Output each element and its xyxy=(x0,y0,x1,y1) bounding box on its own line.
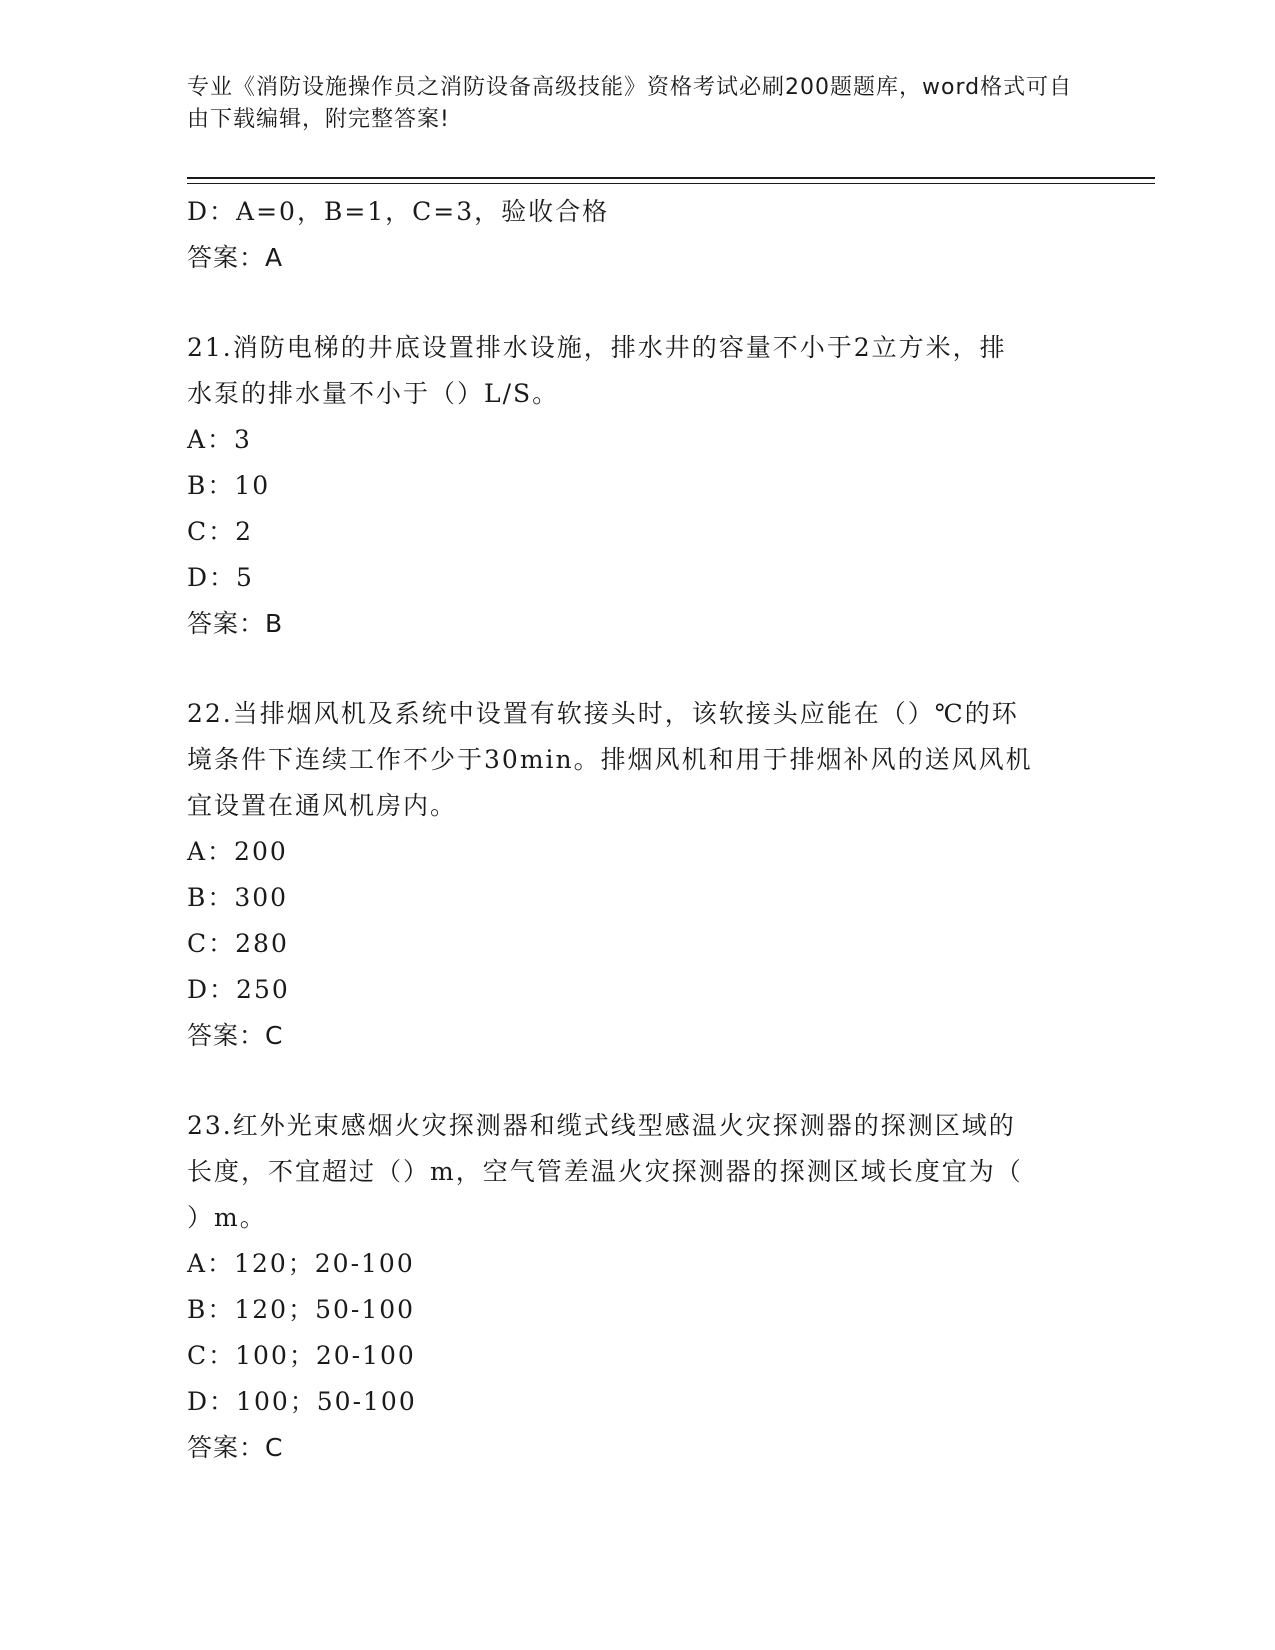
option-d: D：5 xyxy=(187,563,254,592)
question-text-line: 23.红外光束感烟火灾探测器和缆式线型感温火灾探测器的探测区域的 xyxy=(187,1111,1016,1140)
answer: 答案：C xyxy=(187,1433,284,1462)
question-text-line: ）m。 xyxy=(187,1203,267,1232)
question-list xyxy=(187,189,1087,1471)
question-text-line: 长度，不宜超过（）m，空气管差温火灾探测器的探测区域长度宜为（ xyxy=(187,1157,1023,1186)
option-b: B：300 xyxy=(187,883,289,912)
option-a: A：200 xyxy=(187,837,288,866)
option-d: D：100；50-100 xyxy=(187,1387,417,1416)
option-c: C：2 xyxy=(187,517,254,546)
question-text-line: 水泵的排水量不小于（）L/S。 xyxy=(187,379,560,408)
option-d: D：250 xyxy=(187,975,290,1004)
question-23 xyxy=(187,1103,1087,1471)
header-rule-thick xyxy=(187,177,1155,179)
question-text-line: 21.消防电梯的井底设置排水设施，排水井的容量不小于2立方米，排 xyxy=(187,333,1007,362)
option-a: A：3 xyxy=(187,425,252,454)
option-b: B：10 xyxy=(187,471,271,500)
answer: 答案：B xyxy=(187,609,284,638)
question-21 xyxy=(187,325,1087,647)
option-b: B：120；50-100 xyxy=(187,1295,416,1324)
question-text-line: 境条件下连续工作不少于30min。排烟风机和用于排烟补风的送风风机 xyxy=(187,745,1033,774)
question-22 xyxy=(187,691,1087,1059)
question-text-line: 宜设置在通风机房内。 xyxy=(187,791,458,820)
header-rule-thin xyxy=(187,183,1155,184)
option-a: A：120；20-100 xyxy=(187,1249,415,1278)
document-header: 专业《消防设施操作员之消防设备高级技能》资格考试必刷200题题库，word格式可自由下载编辑，附完整答案! xyxy=(187,75,1073,132)
prev-answer: 答案：A xyxy=(187,243,284,272)
option-c: C：280 xyxy=(187,929,289,958)
question-text-line: 22.当排烟风机及系统中设置有软接头时，该软接头应能在（）℃的环 xyxy=(187,699,1019,728)
prev-option-d: D：A=0，B=1，C=3，验收合格 xyxy=(187,197,610,226)
option-c: C：100；20-100 xyxy=(187,1341,416,1370)
answer: 答案：C xyxy=(187,1021,284,1050)
